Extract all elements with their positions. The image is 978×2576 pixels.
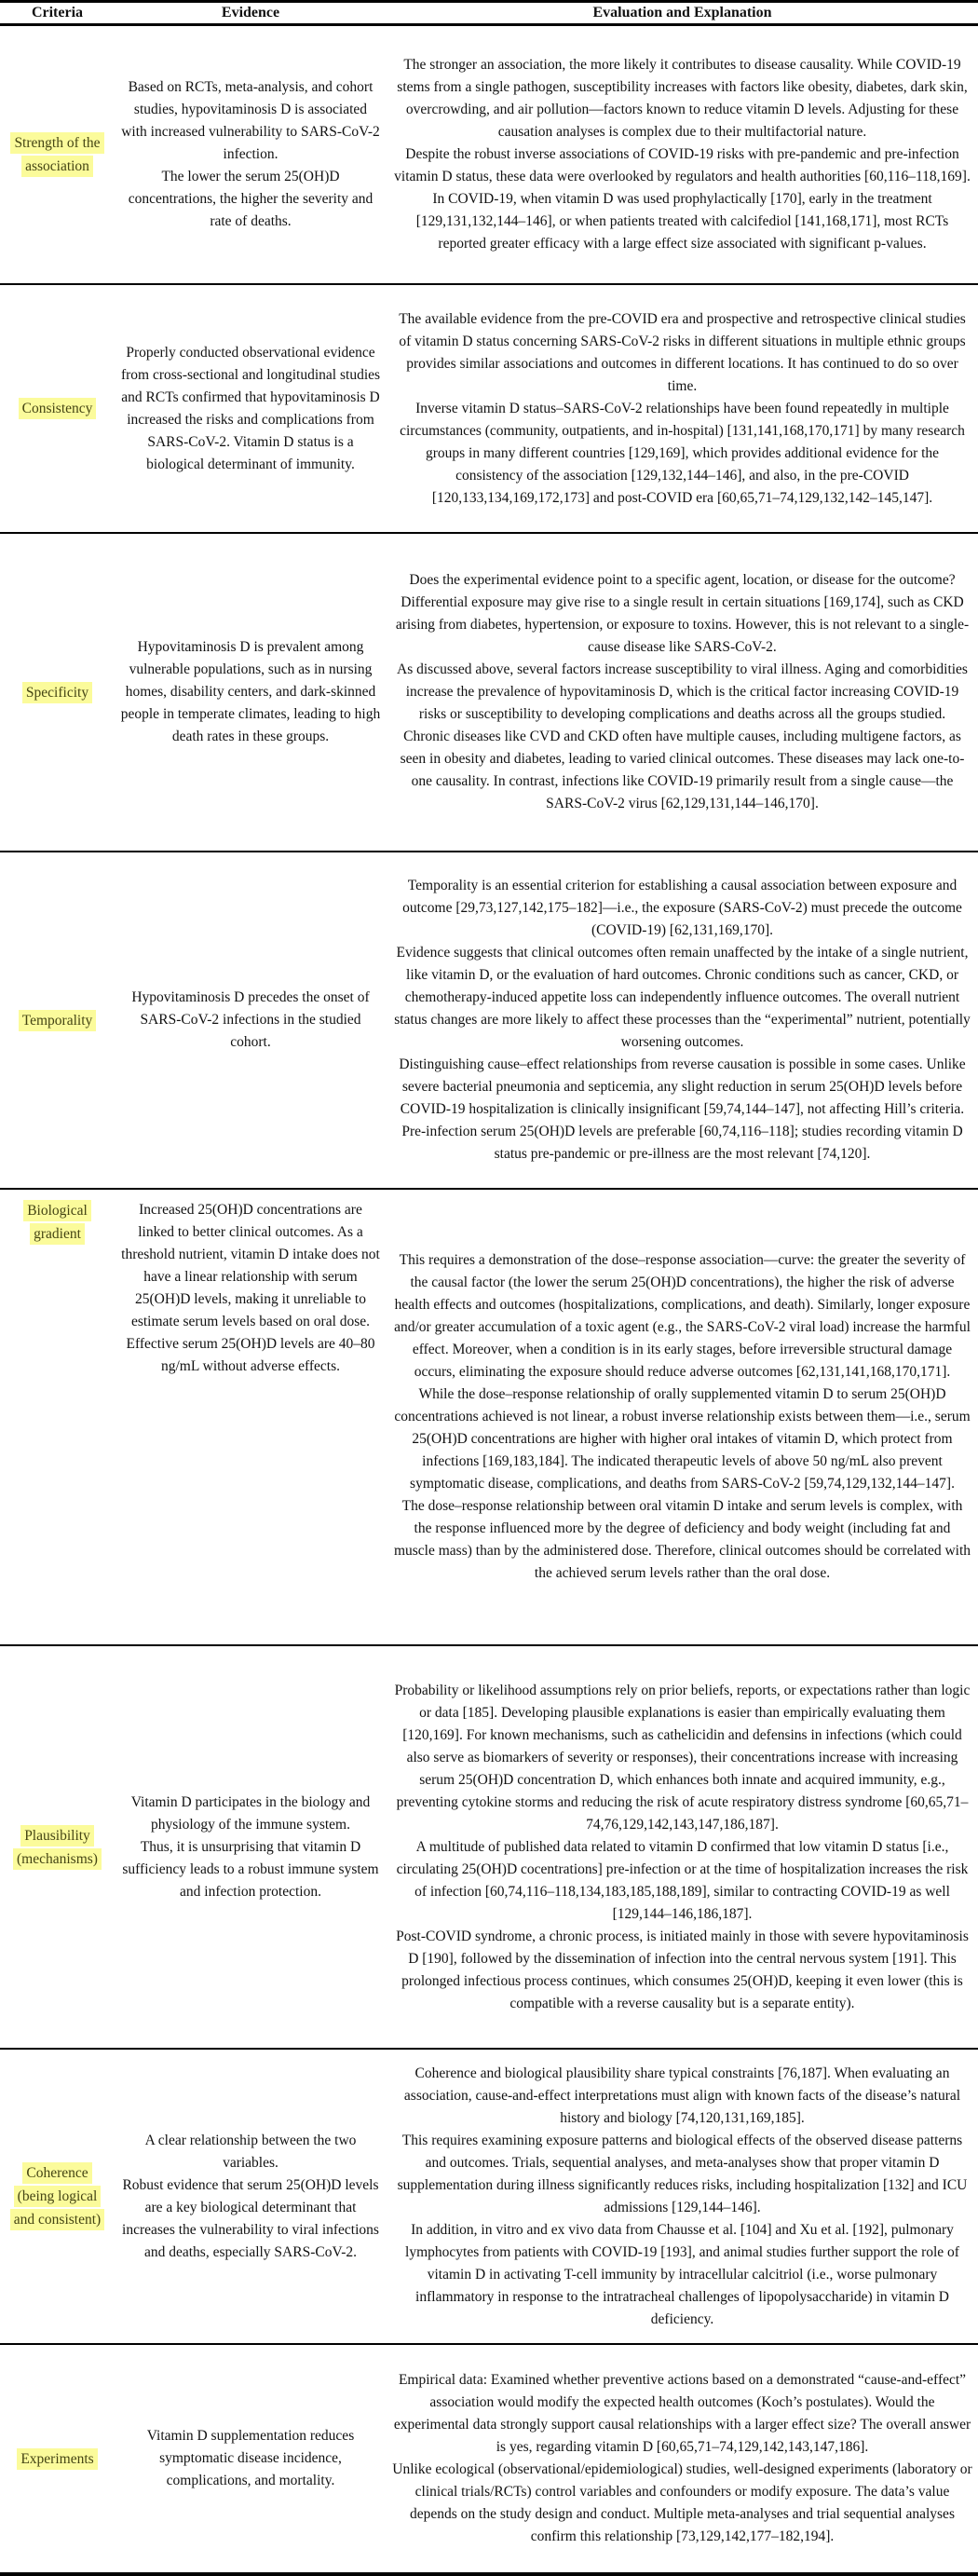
paragraph: Empirical data: Examined whether preventive actions based on a demonstrated “cause-and-effect” association would modify the expected health outcomes (Koch’s postulates). Would the experimental data strongly support causal relationships with a larger effect size? The overall answer is yes, regarding vitamin D [60,65,71–74,129,142,143,147,186]. [393,2372,971,2455]
column-header-criteria: Criteria [0,2,115,25]
criteria-cell [0,2049,115,2344]
paragraph: Probability or likelihood assumptions rely on prior beliefs, reports, or expectations rather than logic or data [185]. Developing plausible explanations is easier than empirically evaluating them [120,169]. For known mechanisms, such as cathelicidin and defensins in infections (which could also serve as biomarkers of severity or responses), their concentrations increase with increasing serum 25(OH)D concentration D, which enhances both innate and acquired immunity, e.g., preventing cytokine storms and reducing the risk of acute respiratory distress syndrome [60,65,71–74,76,129,142,143,147,186,187]. [394,1682,971,1833]
paragraph: Chronic diseases like CVD and CKD often have multiple causes, including multigene factors, as seen in obesity and diabetes, leading to varied clinical outcomes. These diseases may lack one-to-one causality. In contrast, infections like COVID-19 primarily result from a single cause—the SARS-CoV-2 virus [62,129,131,144–146,170]. [400,729,965,811]
criteria-cell [0,1645,115,2049]
table-row-plausibility [0,1645,978,2049]
paragraph: A multitude of published data related to vitamin D confirmed that low vitamin D status [i.e., circulating 25(OH)D cocentrations] pre-infection or at the time of hospitalization increases the risk of infection [60,74,116–118,134,183,185,188,189], similar to contracting COVID-19 as well [129,144–146,186,187]. [396,1838,969,1922]
paragraph: Inverse vitamin D status–SARS-CoV-2 relationships have been found repeatedly in multiple circumstances (community, outpatients, and in-hospital) [131,141,168,170,171] by many research groups in many different countries [129,169], which provides additional evidence for the consistency of the association [129,132,144–146], and also, in the pre-COVID [120,133,134,169,172,173] and post-COVID era [60,65,71–74,129,132,142–145,147]. [400,400,965,506]
criteria-label: Plausibility (mechanisms) [13,1825,102,1870]
criteria-label: Specificity [22,682,92,703]
evidence-cell [115,284,387,533]
paragraph: Unlike ecological (observational/epidemiological) studies, well-designed experiments (laboratory or clinical trials/RCTs) control variables and confounders or modify exposure. The data’s value depends on the study design and conduct. Multiple meta-analyses and trial sequential analyses confirm this relationship [73,129,142,177–182,194]. [392,2461,972,2544]
criteria-label: Consistency [19,398,97,419]
evaluation-cell [387,852,978,1189]
evidence-cell [115,533,387,852]
paragraph: Post-COVID syndrome, a chronic process, is initiated mainly in those with severe hypovitaminosis D [190], followed by the dissemination of infection into the central nervous system [191]. This prolonged infectious process continues, which consumes 25(OH)D, keeping it even lower (this is compatible with a reverse causality but is a separate entity). [396,1928,969,2011]
evaluation-cell [387,25,978,285]
criteria-cell [0,852,115,1189]
paragraph: Does the experimental evidence point to a specific agent, location, or disease for the outcome? Differential exposure may give rise to a single result in certain situations [169,174], such as CKD arising from diabetes, hypertension, or exposure to toxins. However, this is not relevant to a single-cause disease like SARS-CoV-2. [395,572,970,655]
criteria-cell [0,2344,115,2574]
paragraph: Based on RCTs, meta-analysis, and cohort studies, hypovitaminosis D is associated with increased vulnerability to SARS-CoV-2 infection. [121,79,380,162]
paragraph: Hypovitaminosis D precedes the onset of SARS-CoV-2 infections in the studied cohort. [131,989,370,1050]
paragraph: Thus, it is unsurprising that vitamin D sufficiency leads to a robust immune system and infection protection. [122,1838,379,1900]
paragraph: Hypovitaminosis D is prevalent among vulnerable populations, such as in nursing homes, disability centers, and dark-skinned people in temperate climates, leading to high death rates in these groups. [120,639,381,744]
criteria-cell [0,284,115,533]
paragraph: The lower the serum 25(OH)D concentrations, the higher the severity and rate of deaths. [128,169,374,229]
evaluation-cell [387,2049,978,2344]
evidence-cell [115,2049,387,2344]
paragraph: This requires a demonstration of the dose–response association—curve: the greater the severity of the causal factor (the lower the serum 25(OH)D concentrations), the higher the risk of adverse health effects and outcomes (hospitalizations, complications, and death). Similarly, longer exposure and/or greater accumulation of a toxic agent (e.g., the SARS-CoV-2 viral load) increase the harmful effect. Moreover, when a condition is in its early stages, before irreversible structural damage occurs, eliminating the exposure should reduce adverse outcomes [62,131,141,168,170,171]. [394,1252,971,1380]
table-row-strength [0,25,978,285]
evaluation-cell [387,284,978,533]
evidence-cell [115,2344,387,2574]
paragraph: Increased 25(OH)D concentrations are linked to better clinical outcomes. As a threshold nutrient, vitamin D intake does not have a linear relationship with serum 25(OH)D levels, making it unreliable to estimate serum levels based on oral dose. Effective serum 25(OH)D levels are 40–80 ng/mL without adverse effects. [121,1202,380,1374]
criteria-cell [0,533,115,852]
criteria-cell [0,1189,115,1645]
paragraph: Temporality is an essential criterion for establishing a causal association between exposure and outcome [29,73,127,142,175–182]—i.e., the exposure (SARS-CoV-2) must precede the outcome (COVID-19) [62,131,169,170]. [402,878,962,938]
paragraph: Vitamin D participates in the biology and physiology of the immune system. [130,1793,371,1833]
evaluation-cell [387,1189,978,1645]
paragraph: The available evidence from the pre-COVID era and prospective and retrospective clinical studies of vitamin D status concerning SARS-CoV-2 risks in different situations in multiple ethnic groups provides similar associations and outcomes in different locations. It has continued to do so over time. [399,310,966,394]
table-row-temporality [0,852,978,1189]
table-row-biological-gradient [0,1189,978,1645]
table-row-consistency [0,284,978,533]
paragraph: Vitamin D supplementation reduces symptomatic disease incidence, complications, and mortality. [146,2428,355,2488]
paragraph: The stronger an association, the more likely it contributes to disease causality. While COVID-19 stems from a single pathogen, susceptibility increases with factors like obesity, diabetes, dark skin, overcrowding, and air pollution—factors known to reduce vitamin D levels. Adjusting for these causation analyses is complex due to their multifactorial nature. [397,57,968,140]
paragraph: Despite the robust inverse associations of COVID-19 risks with pre-pandemic and pre-infection vitamin D status, these data were overlooked by regulators and health authorities [60,116–118,169]. In COVID-19, when vitamin D was used prophylactically [170], early in the treatment [129,131,132,144–146], or when patients treated with calcifediol [141,168,171], most RCTs reported greater efficacy with a large effect size associated with significant p-values. [394,146,971,252]
table-header-row [0,2,978,25]
criteria-cell [0,25,115,285]
evidence-cell [115,1645,387,2049]
criteria-label: Temporality [19,1010,97,1031]
evaluation-cell [387,533,978,852]
paragraph: In addition, in vitro and ex vivo data from Chausse et al. [104] and Xu et al. [192], pulmonary lymphocytes from patients with COVID-19 [193], and animal studies further support the role of vitamin D in activating T-cell immunity by intracellular calcitriol (i.e., worse pulmonary inflammatory in response to the intratracheal challenges of lipopolysaccharide) in vitamin D deficiency. [405,2221,959,2327]
column-header-evaluation: Evaluation and Explanation [387,2,978,25]
paragraph: Evidence suggests that clinical outcomes often remain unaffected by the intake of a single nutrient, like vitamin D, or the evaluation of hard outcomes. Chronic conditions such as cancer, CKD, or chemotherapy-induced appetite loss can independently influence outcomes. The overall nutrient status changes are more likely to affect these processes than the “experimental” nutrient, potentially worsening outcomes. [394,945,971,1050]
paragraph: This requires examining exposure patterns and biological effects of the observed disease patterns and outcomes. Trials, sequential analyses, and meta-analyses show that proper vitamin D supplementation during illness significantly reduces risks, including hospitalization [132] and ICU admissions [129,144–146]. [397,2132,968,2215]
evidence-cell [115,1189,387,1645]
column-header-evidence: Evidence [115,2,387,25]
paragraph: Properly conducted observational evidence from cross-sectional and longitudinal studies and RCTs confirmed that hypovitaminosis D increased the risks and complications from SARS-CoV-2. Vitamin D status is a biological determinant of immunity. [120,344,381,472]
evidence-cell [115,25,387,285]
table-row-experiments [0,2344,978,2574]
criteria-label: Biological gradient [23,1200,91,1245]
paragraph: Distinguishing cause–effect relationships from reverse causation is possible in some cases. Unlike severe bacterial pneumonia and septicemia, any slight reduction in serum 25(OH)D levels before COVID-19 hospitalization is clinically insignificant [59,74,144–147], not affecting Hill’s criteria. Pre-infection serum 25(OH)D levels are preferable [60,74,116–118]; studies recording vitamin D status pre-pandemic or pre-illness are the most relevant [74,120]. [399,1056,966,1162]
paragraph: As discussed above, several factors increase susceptibility to viral illness. Aging and comorbidities increase the prevalence of hypovitaminosis D, which is the critical factor increasing COVID-19 risks or susceptibility to developing complications and deaths across all the groups studied. [397,661,968,722]
evaluation-cell [387,2344,978,2574]
criteria-label: Coherence (being logical and consistent) [10,2162,104,2230]
paragraph: Robust evidence that serum 25(OH)D levels are a key biological determinant that increases the vulnerability to viral infections and deaths, especially SARS-CoV-2. [122,2176,379,2260]
paragraph: A clear relationship between the two variables. [144,2132,357,2171]
criteria-label: Strength of the association [10,132,103,177]
paragraph: Coherence and biological plausibility share typical constraints [76,187]. When evaluating an association, cause-and-effect interpretations must align with known facts of the disease’s natural history and biology [74,120,131,169,185]. [403,2065,961,2126]
paragraph: While the dose–response relationship of orally supplemented vitamin D to serum 25(OH)D concentrations achieved is not linear, a robust inverse relationship exists between them—i.e., serum 25(OH)D concentrations are higher with higher oral intakes of vitamin D, which protect from infections [169,183,184]. The indicated therapeutic levels of above 50 ng/mL also prevent symptomatic disease, complications, and deaths from SARS-CoV-2 [59,74,129,132,144–147]. [394,1386,971,1492]
paragraph: The dose–response relationship between oral vitamin D intake and serum levels is complex, with the response influenced more by the degree of deficiency and body weight (including fat and muscle mass) than by the administered dose. Therefore, clinical outcomes should be correlated with the achieved serum levels rather than the oral dose. [393,1498,971,1581]
criteria-label: Experiments [17,2448,97,2470]
evidence-cell [115,852,387,1189]
table-row-coherence [0,2049,978,2344]
table-row-specificity [0,533,978,852]
evaluation-cell [387,1645,978,2049]
